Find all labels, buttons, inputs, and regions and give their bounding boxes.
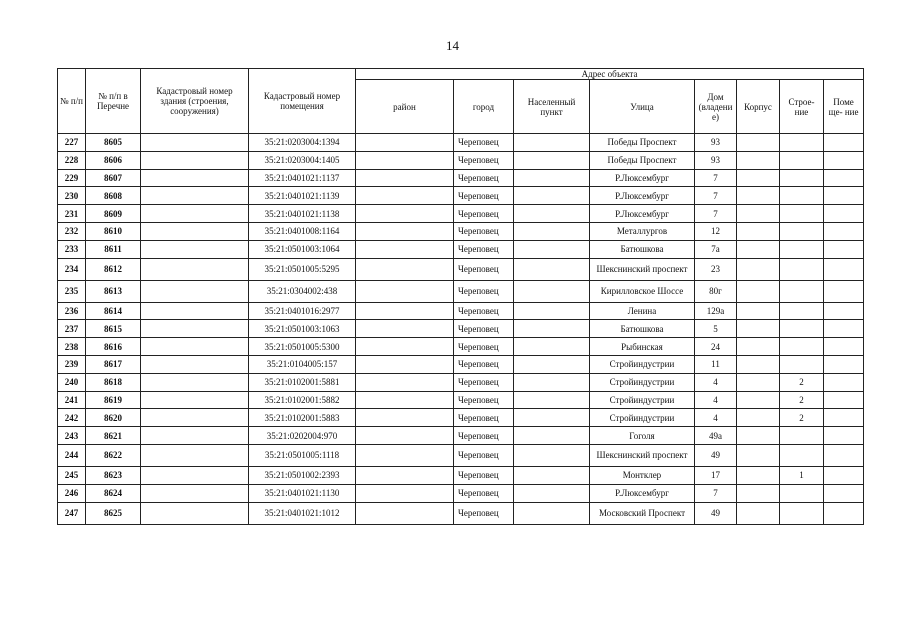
district-cell (356, 373, 454, 391)
cad-building-cell (141, 484, 249, 502)
district-cell (356, 427, 454, 445)
header-korpus: Корпус (737, 80, 780, 134)
settlement-cell (514, 169, 590, 187)
korpus-cell (737, 222, 780, 240)
cad-room-cell: 35:21:0501005:1118 (249, 444, 356, 466)
list-number: 8619 (86, 391, 141, 409)
cad-building-cell (141, 320, 249, 338)
korpus-cell (737, 240, 780, 258)
house-cell: 4 (695, 409, 737, 427)
city-cell: Череповец (454, 302, 514, 320)
cad-room-cell: 35:21:0501005:5295 (249, 258, 356, 280)
settlement-cell (514, 391, 590, 409)
row-number: 229 (58, 169, 86, 187)
stroenie-cell (780, 484, 824, 502)
table-row (58, 355, 864, 373)
street-cell: Батюшкова (590, 240, 695, 258)
row-number: 234 (58, 258, 86, 280)
cad-room-cell: 35:21:0401021:1012 (249, 502, 356, 524)
district-cell (356, 302, 454, 320)
city-cell: Череповец (454, 427, 514, 445)
korpus-cell (737, 502, 780, 524)
city-cell: Череповец (454, 409, 514, 427)
street-cell: Р.Люксембург (590, 187, 695, 205)
house-cell: 7а (695, 240, 737, 258)
row-number: 238 (58, 338, 86, 356)
row-number: 244 (58, 444, 86, 466)
stroenie-cell: 2 (780, 409, 824, 427)
korpus-cell (737, 391, 780, 409)
cad-room-cell: 35:21:0401008:1164 (249, 222, 356, 240)
stroenie-cell (780, 444, 824, 466)
list-number: 8607 (86, 169, 141, 187)
house-cell: 4 (695, 391, 737, 409)
city-cell: Череповец (454, 151, 514, 169)
street-cell: Стройиндустрии (590, 373, 695, 391)
cad-building-cell (141, 355, 249, 373)
city-cell: Череповец (454, 466, 514, 484)
cad-room-cell: 35:21:0501003:1064 (249, 240, 356, 258)
row-number: 228 (58, 151, 86, 169)
stroenie-cell (780, 280, 824, 302)
house-cell: 93 (695, 151, 737, 169)
row-number: 245 (58, 466, 86, 484)
street-cell: Р.Люксембург (590, 169, 695, 187)
settlement-cell (514, 302, 590, 320)
cad-room-cell: 35:21:0501005:5300 (249, 338, 356, 356)
stroenie-cell (780, 240, 824, 258)
city-cell: Череповец (454, 320, 514, 338)
settlement-cell (514, 502, 590, 524)
stroenie-cell: 2 (780, 373, 824, 391)
street-cell: Московский Проспект (590, 502, 695, 524)
row-number: 233 (58, 240, 86, 258)
cad-building-cell (141, 222, 249, 240)
row-number: 242 (58, 409, 86, 427)
list-number: 8615 (86, 320, 141, 338)
pomesch-cell (824, 355, 864, 373)
table-row (58, 151, 864, 169)
stroenie-cell (780, 258, 824, 280)
header-settlement: Населенный пункт (514, 80, 590, 134)
table-row (58, 302, 864, 320)
stroenie-cell: 2 (780, 391, 824, 409)
city-cell: Череповец (454, 258, 514, 280)
city-cell: Череповец (454, 222, 514, 240)
table-row (58, 502, 864, 524)
list-number: 8618 (86, 373, 141, 391)
street-cell: Ленина (590, 302, 695, 320)
house-cell: 49 (695, 502, 737, 524)
korpus-cell (737, 187, 780, 205)
property-table (57, 68, 864, 525)
korpus-cell (737, 466, 780, 484)
house-cell: 7 (695, 187, 737, 205)
cad-building-cell (141, 302, 249, 320)
korpus-cell (737, 320, 780, 338)
settlement-cell (514, 222, 590, 240)
city-cell: Череповец (454, 391, 514, 409)
house-cell: 49 (695, 444, 737, 466)
cad-room-cell: 35:21:0501003:1063 (249, 320, 356, 338)
district-cell (356, 187, 454, 205)
header-district: район (356, 80, 454, 134)
pomesch-cell (824, 302, 864, 320)
pomesch-cell (824, 466, 864, 484)
korpus-cell (737, 355, 780, 373)
row-number: 246 (58, 484, 86, 502)
table-row (58, 240, 864, 258)
row-number: 231 (58, 205, 86, 223)
table-row (58, 169, 864, 187)
cad-building-cell (141, 169, 249, 187)
district-cell (356, 466, 454, 484)
cad-building-cell (141, 373, 249, 391)
stroenie-cell (780, 187, 824, 205)
list-number: 8612 (86, 258, 141, 280)
cad-building-cell (141, 502, 249, 524)
list-number: 8616 (86, 338, 141, 356)
cad-building-cell (141, 151, 249, 169)
korpus-cell (737, 280, 780, 302)
settlement-cell (514, 484, 590, 502)
street-cell: Кирилловское Шоссе (590, 280, 695, 302)
list-number: 8624 (86, 484, 141, 502)
settlement-cell (514, 258, 590, 280)
settlement-cell (514, 466, 590, 484)
list-number: 8622 (86, 444, 141, 466)
cad-room-cell: 35:21:0304002:438 (249, 280, 356, 302)
list-number: 8609 (86, 205, 141, 223)
district-cell (356, 391, 454, 409)
pomesch-cell (824, 240, 864, 258)
street-cell: Монтклер (590, 466, 695, 484)
street-cell: Стройиндустрии (590, 355, 695, 373)
settlement-cell (514, 409, 590, 427)
city-cell: Череповец (454, 444, 514, 466)
korpus-cell (737, 444, 780, 466)
house-cell: 11 (695, 355, 737, 373)
street-cell: Металлургов (590, 222, 695, 240)
header-house: Дом (владени е) (695, 80, 737, 134)
city-cell: Череповец (454, 484, 514, 502)
row-number: 240 (58, 373, 86, 391)
table-row (58, 222, 864, 240)
district-cell (356, 320, 454, 338)
pomesch-cell (824, 373, 864, 391)
pomesch-cell (824, 187, 864, 205)
header-cad-building: Кадастровый номер здания (строения, сооружения) (141, 69, 249, 134)
cad-building-cell (141, 444, 249, 466)
district-cell (356, 169, 454, 187)
list-number: 8617 (86, 355, 141, 373)
settlement-cell (514, 280, 590, 302)
korpus-cell (737, 169, 780, 187)
city-cell: Череповец (454, 338, 514, 356)
city-cell: Череповец (454, 280, 514, 302)
settlement-cell (514, 338, 590, 356)
cad-building-cell (141, 391, 249, 409)
cad-room-cell: 35:21:0401021:1130 (249, 484, 356, 502)
cad-building-cell (141, 240, 249, 258)
pomesch-cell (824, 338, 864, 356)
settlement-cell (514, 320, 590, 338)
cad-building-cell (141, 134, 249, 152)
city-cell: Череповец (454, 373, 514, 391)
pomesch-cell (824, 222, 864, 240)
cad-building-cell (141, 338, 249, 356)
header-list-num: № п/п в Перечне (86, 69, 141, 134)
table-row (58, 338, 864, 356)
pomesch-cell (824, 134, 864, 152)
header-city: город (454, 80, 514, 134)
district-cell (356, 205, 454, 223)
table-row (58, 373, 864, 391)
street-cell: Батюшкова (590, 320, 695, 338)
cad-room-cell: 35:21:0501002:2393 (249, 466, 356, 484)
district-cell (356, 280, 454, 302)
house-cell: 17 (695, 466, 737, 484)
street-cell: Стройиндустрии (590, 391, 695, 409)
house-cell: 12 (695, 222, 737, 240)
list-number: 8610 (86, 222, 141, 240)
table-body (58, 134, 864, 525)
city-cell: Череповец (454, 240, 514, 258)
stroenie-cell (780, 355, 824, 373)
house-cell: 23 (695, 258, 737, 280)
district-cell (356, 222, 454, 240)
row-number: 243 (58, 427, 86, 445)
stroenie-cell (780, 427, 824, 445)
list-number: 8620 (86, 409, 141, 427)
table-row (58, 320, 864, 338)
street-cell: Шекснинский проспект (590, 444, 695, 466)
house-cell: 7 (695, 169, 737, 187)
row-number: 239 (58, 355, 86, 373)
house-cell: 80г (695, 280, 737, 302)
street-cell: Победы Проспект (590, 134, 695, 152)
cad-room-cell: 35:21:0102001:5882 (249, 391, 356, 409)
stroenie-cell (780, 205, 824, 223)
house-cell: 49а (695, 427, 737, 445)
cad-room-cell: 35:21:0203004:1394 (249, 134, 356, 152)
district-cell (356, 151, 454, 169)
settlement-cell (514, 444, 590, 466)
house-cell: 5 (695, 320, 737, 338)
settlement-cell (514, 205, 590, 223)
table-row (58, 134, 864, 152)
settlement-cell (514, 151, 590, 169)
header-stroenie: Строе- ние (780, 80, 824, 134)
district-cell (356, 444, 454, 466)
header-cad-room: Кадастровый номер помещения (249, 69, 356, 134)
row-number: 230 (58, 187, 86, 205)
pomesch-cell (824, 320, 864, 338)
house-cell: 129а (695, 302, 737, 320)
table-row (58, 427, 864, 445)
stroenie-cell (780, 502, 824, 524)
district-cell (356, 355, 454, 373)
street-cell: Победы Проспект (590, 151, 695, 169)
page-number: 14 (446, 38, 459, 53)
korpus-cell (737, 151, 780, 169)
table-row (58, 280, 864, 302)
cad-building-cell (141, 280, 249, 302)
stroenie-cell (780, 302, 824, 320)
settlement-cell (514, 240, 590, 258)
settlement-cell (514, 134, 590, 152)
pomesch-cell (824, 444, 864, 466)
list-number: 8606 (86, 151, 141, 169)
street-cell: Стройиндустрии (590, 409, 695, 427)
settlement-cell (514, 373, 590, 391)
pomesch-cell (824, 169, 864, 187)
city-cell: Череповец (454, 502, 514, 524)
pomesch-cell (824, 484, 864, 502)
row-number: 241 (58, 391, 86, 409)
stroenie-cell (780, 169, 824, 187)
header-street: Улица (590, 80, 695, 134)
list-number: 8621 (86, 427, 141, 445)
list-number: 8605 (86, 134, 141, 152)
district-cell (356, 134, 454, 152)
street-cell: Р.Люксембург (590, 484, 695, 502)
district-cell (356, 258, 454, 280)
row-number: 247 (58, 502, 86, 524)
row-number: 235 (58, 280, 86, 302)
row-number: 232 (58, 222, 86, 240)
cad-building-cell (141, 258, 249, 280)
pomesch-cell (824, 409, 864, 427)
street-cell: Р.Люксембург (590, 205, 695, 223)
pomesch-cell (824, 205, 864, 223)
cad-room-cell: 35:21:0104005:157 (249, 355, 356, 373)
header-pomesch: Поме ще- ние (824, 80, 864, 134)
cad-building-cell (141, 205, 249, 223)
korpus-cell (737, 373, 780, 391)
house-cell: 4 (695, 373, 737, 391)
table-row (58, 444, 864, 466)
house-cell: 7 (695, 484, 737, 502)
stroenie-cell (780, 151, 824, 169)
cad-building-cell (141, 427, 249, 445)
pomesch-cell (824, 427, 864, 445)
cad-room-cell: 35:21:0401021:1139 (249, 187, 356, 205)
list-number: 8625 (86, 502, 141, 524)
district-cell (356, 240, 454, 258)
city-cell: Череповец (454, 205, 514, 223)
table-row (58, 466, 864, 484)
korpus-cell (737, 258, 780, 280)
stroenie-cell (780, 134, 824, 152)
table-row (58, 187, 864, 205)
settlement-cell (514, 355, 590, 373)
cad-room-cell: 35:21:0102001:5883 (249, 409, 356, 427)
street-cell: Шекснинский проспект (590, 258, 695, 280)
city-cell: Череповец (454, 134, 514, 152)
street-cell: Рыбинская (590, 338, 695, 356)
city-cell: Череповец (454, 187, 514, 205)
list-number: 8611 (86, 240, 141, 258)
cad-building-cell (141, 409, 249, 427)
stroenie-cell (780, 338, 824, 356)
district-cell (356, 409, 454, 427)
settlement-cell (514, 427, 590, 445)
city-cell: Череповец (454, 169, 514, 187)
district-cell (356, 338, 454, 356)
stroenie-cell: 1 (780, 466, 824, 484)
cad-room-cell: 35:21:0401016:2977 (249, 302, 356, 320)
stroenie-cell (780, 222, 824, 240)
korpus-cell (737, 134, 780, 152)
table-row (58, 484, 864, 502)
cad-room-cell: 35:21:0203004:1405 (249, 151, 356, 169)
cad-room-cell: 35:21:0202004:970 (249, 427, 356, 445)
cad-room-cell: 35:21:0102001:5881 (249, 373, 356, 391)
city-cell: Череповец (454, 355, 514, 373)
cad-building-cell (141, 187, 249, 205)
list-number: 8613 (86, 280, 141, 302)
pomesch-cell (824, 258, 864, 280)
table-row (58, 205, 864, 223)
header-num: № п/п (58, 69, 86, 134)
settlement-cell (514, 187, 590, 205)
pomesch-cell (824, 280, 864, 302)
korpus-cell (737, 338, 780, 356)
korpus-cell (737, 302, 780, 320)
pomesch-cell (824, 391, 864, 409)
house-cell: 7 (695, 205, 737, 223)
house-cell: 24 (695, 338, 737, 356)
list-number: 8623 (86, 466, 141, 484)
cad-room-cell: 35:21:0401021:1137 (249, 169, 356, 187)
pomesch-cell (824, 502, 864, 524)
pomesch-cell (824, 151, 864, 169)
table-row (58, 409, 864, 427)
row-number: 236 (58, 302, 86, 320)
korpus-cell (737, 427, 780, 445)
header-address: Адрес объекта (356, 69, 864, 80)
list-number: 8608 (86, 187, 141, 205)
row-number: 227 (58, 134, 86, 152)
korpus-cell (737, 409, 780, 427)
row-number: 237 (58, 320, 86, 338)
korpus-cell (737, 205, 780, 223)
cad-building-cell (141, 466, 249, 484)
list-number: 8614 (86, 302, 141, 320)
district-cell (356, 502, 454, 524)
street-cell: Гоголя (590, 427, 695, 445)
cad-room-cell: 35:21:0401021:1138 (249, 205, 356, 223)
house-cell: 93 (695, 134, 737, 152)
district-cell (356, 484, 454, 502)
stroenie-cell (780, 320, 824, 338)
table-row (58, 258, 864, 280)
korpus-cell (737, 484, 780, 502)
table-row (58, 391, 864, 409)
